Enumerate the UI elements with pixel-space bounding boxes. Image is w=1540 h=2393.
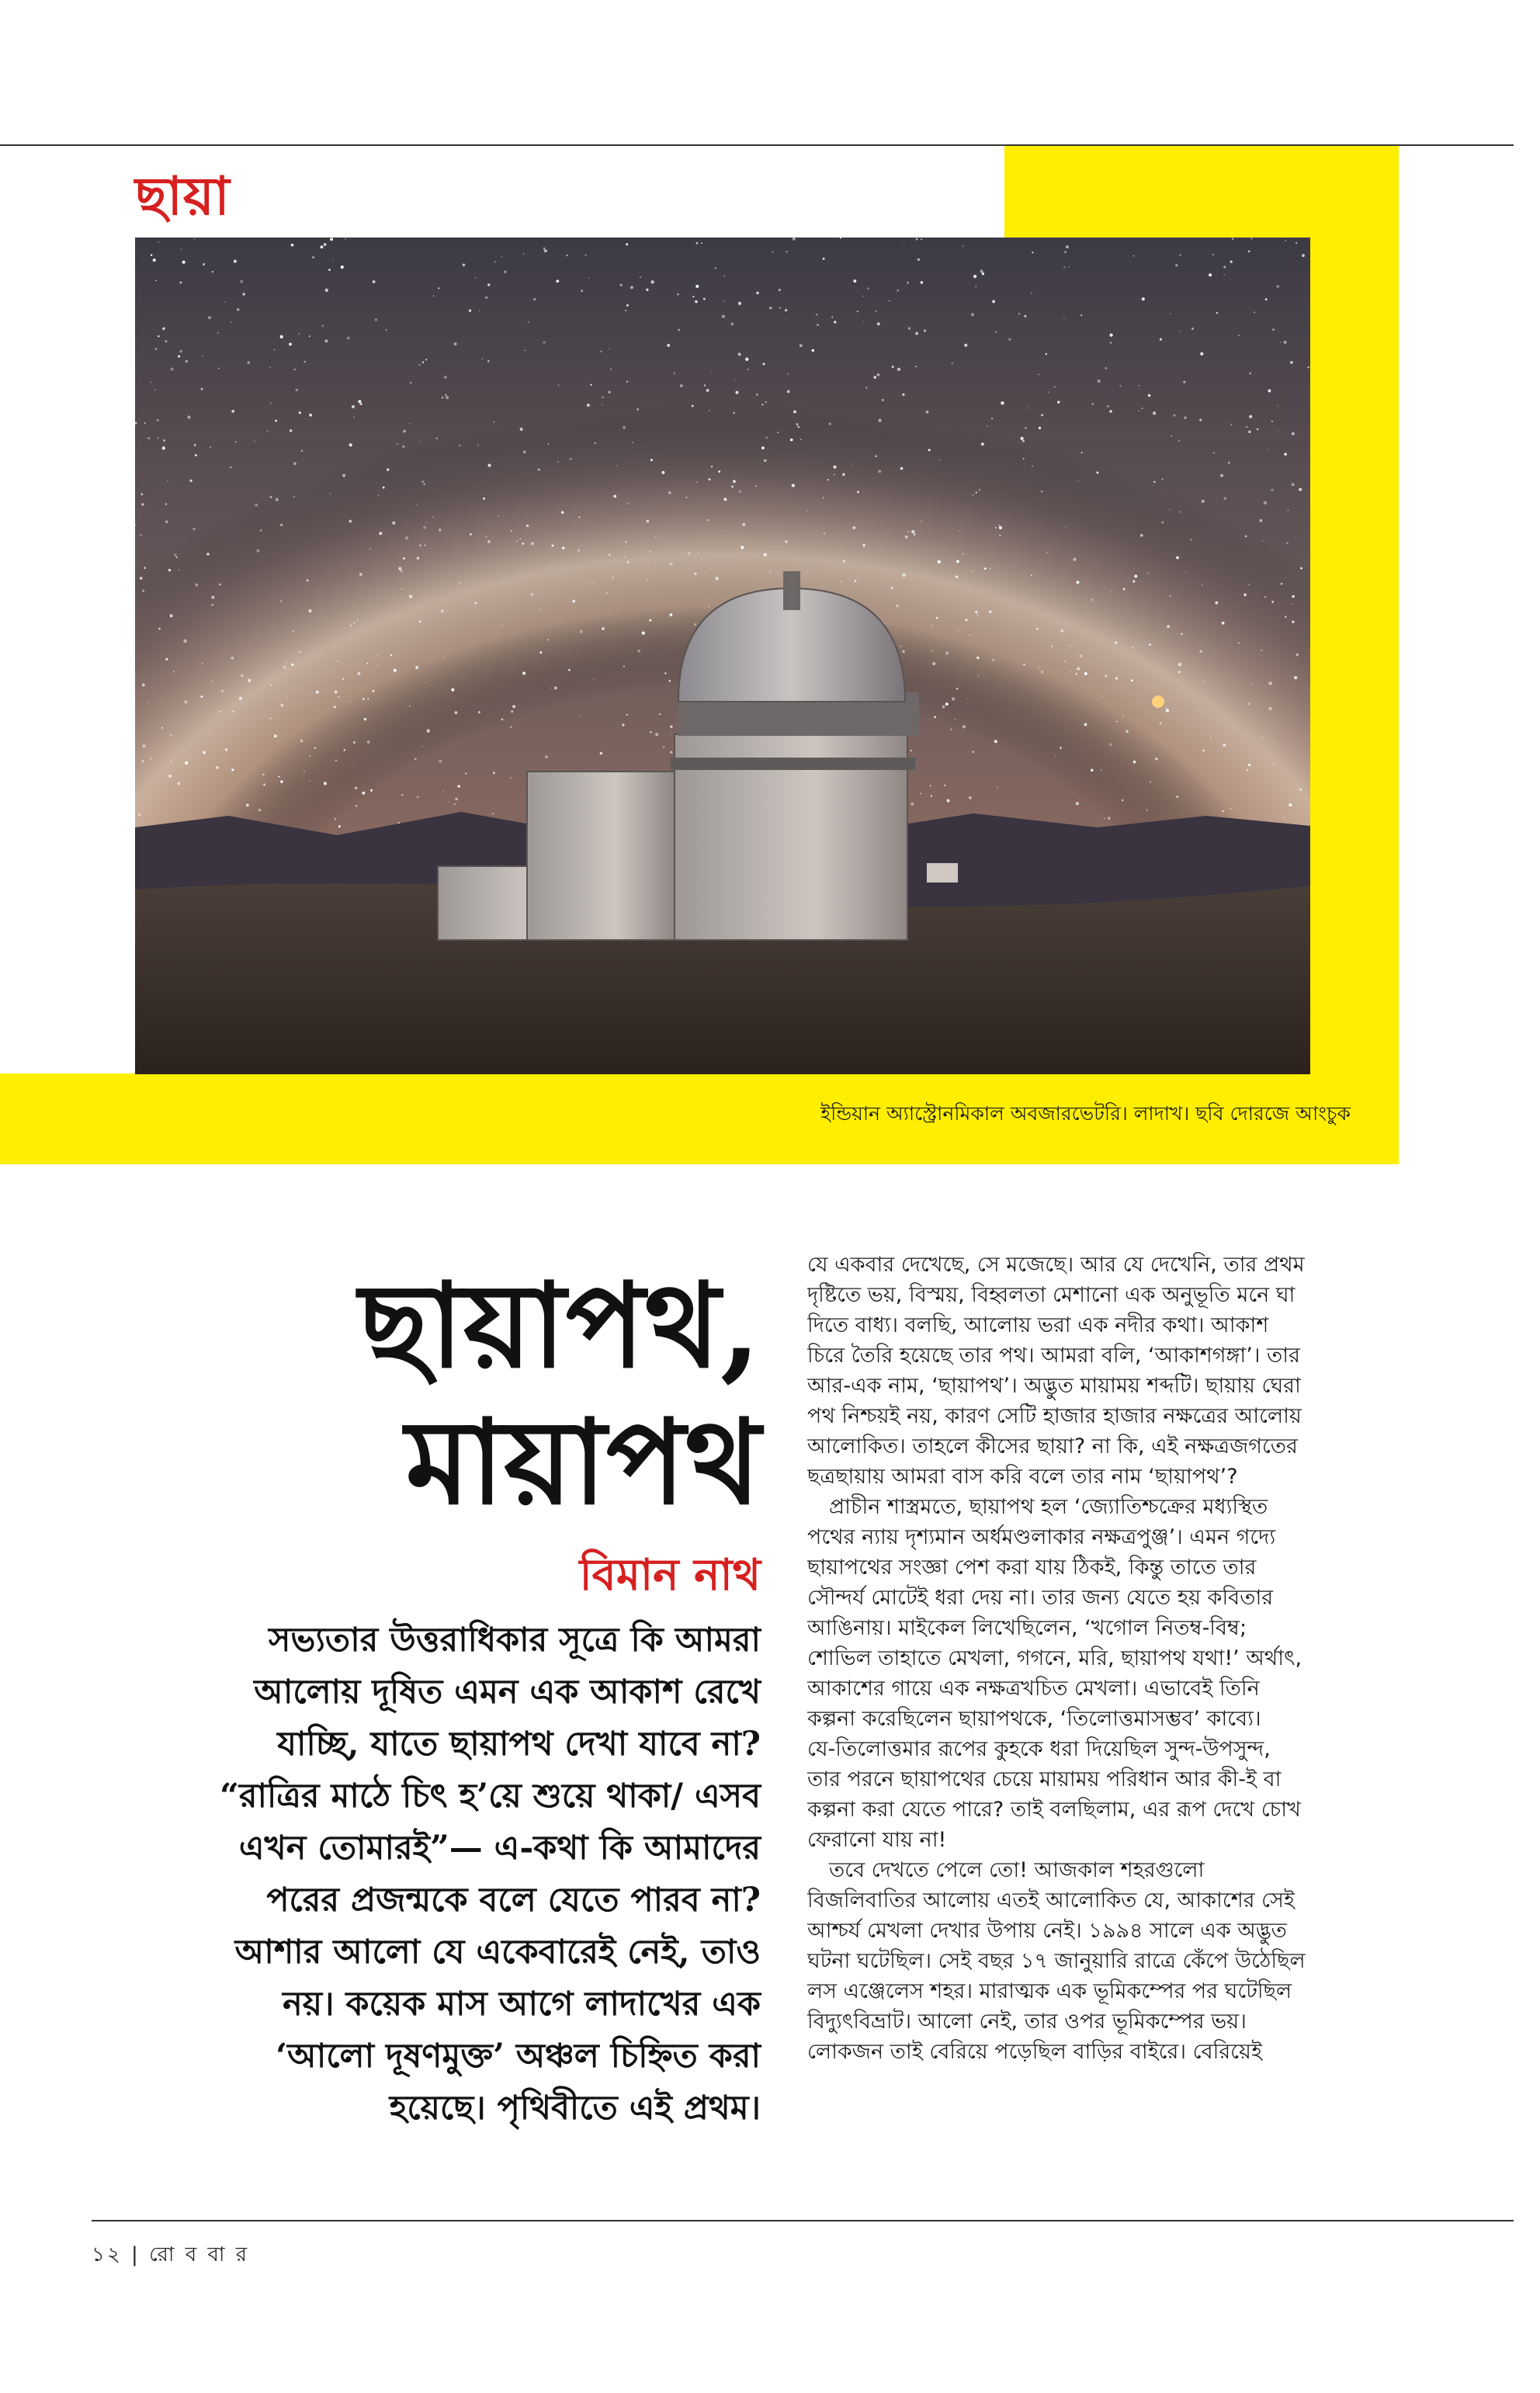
body-line: শোভিল তাহাতে মেখলা, গগনে, মরি, ছায়াপথ যথা!’ অর্থাৎ,	[807, 1646, 1302, 1670]
lede-line: এখন তোমারই”— এ-কথা কি আমাদের	[238, 1829, 761, 1868]
headline-line-2: মায়াপথ	[405, 1394, 761, 1531]
body-line: আশ্চর্য মেখলা দেখার উপায় নেই। ১৯৯৪ সালে এক অদ্ভুত	[807, 1919, 1287, 1943]
lede-line: যাচ্ছি, যাতে ছায়াপথ দেখা যাবে না?	[277, 1725, 761, 1764]
body-line: চিরে তৈরি হয়েছে তার পথ। আমরা বলি, ‘আকাশগঙ্গা’। তার	[807, 1344, 1300, 1368]
body-line: পথ নিশ্চয়ই নয়, কারণ সেটি হাজার হাজার নক্ষত্রের আলোয়	[807, 1404, 1302, 1428]
body-line: আর-এক নাম, ‘ছায়াপথ’। অদ্ভুত মায়াময় শব্দটি। ছায়ায় ঘেরা	[807, 1374, 1301, 1398]
author-byline: বিমান নাথ	[579, 1549, 761, 1601]
lede-line: সভ্যতার উত্তরাধিকার সূত্রে কি আমরা	[269, 1621, 761, 1659]
body-line: লস এঞ্জেলেস শহর। মারাত্মক এক ভূমিকম্পের পর ঘটেছিল	[807, 1979, 1292, 2003]
section-label: ছায়া	[135, 165, 231, 227]
bottom-rule	[92, 2220, 1514, 2221]
body-line: দৃষ্টিতে ভয়, বিস্ময়, বিহ্বলতা মেশানো এক অনুভূতি মনে ঘা	[807, 1283, 1295, 1307]
body-line: ছায়াপথের সংজ্ঞা পেশ করা যায় ঠিকই, কিন্তু তাতে তার	[807, 1555, 1257, 1580]
body-line: ছত্রছায়ায় আমরা বাস করি বলে তার নাম ‘ছায়াপথ’?	[807, 1465, 1238, 1489]
body-line: আঙিনায়। মাইকেল লিখেছিলেন, ‘খগোল নিতম্ব-বিম্ব;	[807, 1616, 1247, 1640]
body-line: কল্পনা করেছিলেন ছায়াপথকে, ‘তিলোত্তমাসম্ভব’ কাব্যে।	[807, 1707, 1261, 1731]
photo-caption: ইন্ডিয়ান অ্যাস্ট্রোনমিকাল অবজারভেটরি। লাদাখ। ছবি দোরজে আংচুক	[820, 1102, 1351, 1125]
body-line: প্রাচীন শাস্ত্রমতে, ছায়াপথ হল ‘জ্যোতিশ্চক্রের মধ্যস্থিত	[829, 1495, 1268, 1519]
body-text-column	[807, 1250, 1420, 2067]
body-line: লোকজন তাই বেরিয়ে পড়েছিল বাড়ির বাইরে। বেরিয়েই	[807, 2040, 1262, 2064]
body-line: আকাশের গায়ে এক নক্ষত্রখচিত মেখলা। এভাবেই তিনি	[807, 1677, 1260, 1701]
headline-line-1: ছায়াপথ,	[359, 1257, 761, 1394]
body-line: সৌন্দর্য মোটেই ধরা দেয় না। তার জন্য যেতে হয় কবিতার	[807, 1586, 1274, 1610]
body-line: কল্পনা করা যেতে পারে? তাই বলছিলাম, এর রূপ দেখে চোখ	[807, 1798, 1301, 1822]
body-line: ঘটনা ঘটেছিল। সেই বছর ১৭ জানুয়ারি রাত্রে কেঁপে উঠেছিল	[807, 1949, 1306, 1973]
body-line: ফেরানো যায় না!	[807, 1828, 947, 1852]
body-line: বিজলিবাতির আলোয় এতই আলোকিত যে, আকাশের সেই	[807, 1888, 1295, 1913]
lede-paragraph	[116, 1614, 761, 2135]
body-line: আলোকিত। তাহলে কীসের ছায়া? না কি, এই নক্ষত্রজগতের	[807, 1434, 1298, 1458]
lede-line: পরের প্রজন্মকে বলে যেতে পারব না?	[266, 1881, 761, 1920]
lede-line: আলোয় দূষিত এমন এক আকাশ রেখে	[254, 1673, 761, 1712]
lede-line: আশার আলো যে একেবারেই নেই, তাও	[234, 1933, 761, 1972]
lede-line: হয়েছে। পৃথিবীতে এই প্রথম।	[389, 2089, 761, 2128]
headline	[116, 1257, 761, 1531]
body-line: তবে দেখতে পেলে তো! আজকাল শহরগুলো	[829, 1858, 1205, 1882]
body-line: বিদ্যুৎবিভ্রাট। আলো নেই, তার ওপর ভূমিকম্পের ভয়।	[807, 2010, 1247, 2034]
bright-planet	[1152, 695, 1164, 708]
body-line: যে-তিলোত্তমার রূপের কুহকে ধরা দিয়েছিল সুন্দ-উপসুন্দ,	[807, 1737, 1271, 1761]
lede-line: “রাত্রির মাঠে চিৎ হ’য়ে শুয়ে থাকা/ এসব	[220, 1777, 761, 1816]
observatory-photo	[135, 238, 1310, 1074]
lede-line: নয়। কয়েক মাস আগে লাদাখের এক	[283, 1985, 761, 2024]
body-line: পথের ন্যায় দৃশ্যমান অর্ধমণ্ডলাকার নক্ষত্রপুঞ্জ’। এমন গদ্যে	[807, 1525, 1276, 1549]
body-line: দিতে বাধ্য। বলছি, আলোয় ভরা এক নদীর কথা। আকাশ	[807, 1313, 1269, 1337]
page-folio: ১২ | রো ব বা র	[92, 2243, 250, 2266]
body-line: যে একবার দেখেছে, সে মজেছে। আর যে দেখেনি, তার প্রথম	[807, 1253, 1305, 1277]
body-line: তার পরনে ছায়াপথের চেয়ে মায়াময় পরিধান আর কী-ই বা	[807, 1767, 1282, 1791]
lede-line: ‘আলো দূষণমুক্ত’ অঞ্চল চিহ্নিত করা	[276, 2037, 761, 2076]
